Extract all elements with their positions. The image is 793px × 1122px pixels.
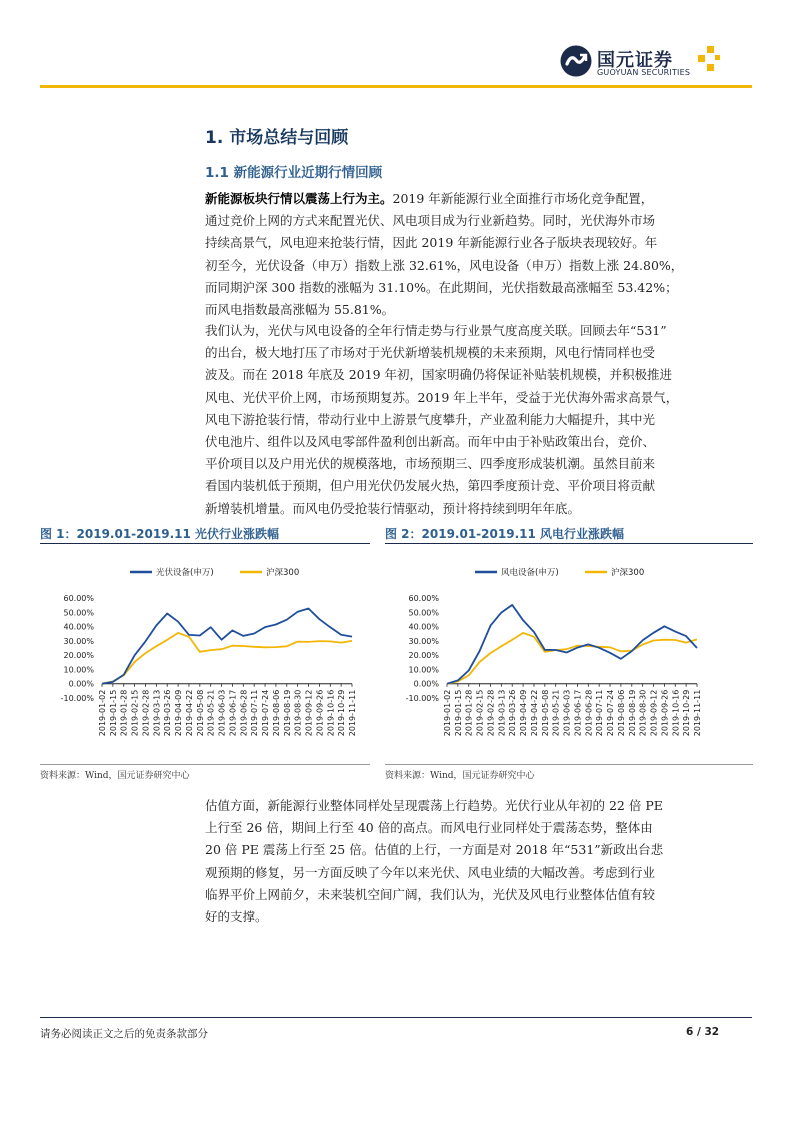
- figure-2-source: 资料来源：Wind，国元证券研究中心: [385, 771, 535, 781]
- figure-1-rule: [40, 543, 370, 544]
- x-tick-label: 2019-05-21: [551, 689, 561, 737]
- y-tick-label: 60.00%: [63, 594, 94, 603]
- x-tick-label: 2019-06-17: [228, 689, 238, 737]
- footer-disclaimer: 请务必阅读正文之后的免责条款部分: [40, 1028, 208, 1040]
- legend-label-industry: 光伏设备(申万): [156, 568, 214, 578]
- x-tick-label: 2019-09-12: [649, 689, 659, 737]
- chart-pv-industry: [40, 555, 370, 760]
- paragraph-1-line: 新能源板块行情以震荡上行为主。2019 年新能源行业全面推行市场化竞争配置，: [205, 191, 654, 206]
- y-tick-label: 30.00%: [408, 636, 439, 646]
- legend-label-industry: 风电设备(申万): [501, 568, 559, 578]
- x-tick-label: 2019-06-03: [562, 689, 572, 737]
- x-tick-label: 2019-10-29: [337, 689, 347, 737]
- paragraph-3-line: 20 倍 PE 震荡上行至 25 倍。估值的上行，一方面是对 2018 年“531”新政出台悲: [205, 842, 664, 858]
- legend-label-csi300: 沪深300: [266, 568, 300, 578]
- figure-2-source-rule: [385, 764, 753, 765]
- x-tick-label: 2019-06-17: [573, 689, 583, 737]
- x-tick-label: 2019-05-08: [540, 689, 550, 737]
- y-tick-label: -10.00%: [405, 694, 439, 703]
- x-tick-label: 2019-10-16: [671, 689, 681, 737]
- paragraph-1-line: 而风电指数最高涨幅为 55.81%。: [205, 302, 395, 318]
- paragraph-2-line: 平价项目以及户用光伏的规模落地，市场预期三、四季度形成装机潮。虽然目前来: [205, 456, 656, 472]
- brand-accent-icon: [695, 44, 721, 72]
- x-tick-label: 2019-01-28: [464, 689, 474, 737]
- paragraph-2-line: 波及。而在 2018 年底及 2019 年初，国家明确仍将保证补贴装机规模，并积极推进: [205, 367, 673, 383]
- guoyuan-logo-icon: [559, 44, 593, 78]
- x-tick-label: 2019-08-06: [271, 689, 281, 737]
- paragraph-2-line: 新增装机增量。而风电仍受抢装行情驱动，预计将持续到明年年底。: [205, 500, 581, 516]
- y-tick-label: 20.00%: [408, 651, 439, 661]
- x-tick-label: 2019-02-28: [486, 689, 496, 737]
- paragraph-1-line: 持续高景气，风电迎来抢装行情，因此 2019 年新能源行业各子版块表现较好。年: [205, 235, 658, 251]
- header-rule: [40, 85, 752, 88]
- x-tick-label: 2019-01-02: [98, 689, 107, 737]
- x-tick-label: 2019-08-30: [638, 689, 648, 737]
- x-tick-label: 2019-01-28: [119, 689, 129, 737]
- paragraph-1: [205, 188, 719, 321]
- paragraph-3-line: 临界平价上网前夕，未来装机空间广阔，我们认为，光伏及风电行业整体估值有较: [205, 886, 656, 902]
- y-tick-label: 40.00%: [63, 622, 94, 632]
- figure-2-caption: 图 2：2019.01-2019.11 风电行业涨跌幅: [385, 527, 624, 541]
- section-subtitle: 1.1 新能源行业近期行情回顾: [205, 165, 383, 181]
- x-tick-label: 2019-06-03: [217, 689, 227, 737]
- paragraph-2-line: 风电、光伏平价上网，市场预期复苏。2019 年上半年，受益于光伏海外需求高景气，: [205, 389, 679, 405]
- y-tick-label: 40.00%: [408, 622, 439, 632]
- y-tick-label: 10.00%: [63, 665, 94, 675]
- x-tick-label: 2019-11-11: [693, 689, 702, 737]
- x-tick-label: 2019-03-26: [163, 689, 173, 737]
- figure-2-rule: [385, 543, 753, 544]
- paragraph-2-line: 我们认为，光伏与风电设备的全年行情走势与行业景气度高度关联。回顾去年“531”: [205, 323, 667, 338]
- x-tick-label: 2019-11-11: [348, 689, 357, 737]
- x-tick-label: 2019-01-15: [453, 689, 463, 737]
- y-tick-label: -10.00%: [60, 694, 94, 703]
- x-tick-label: 2019-01-02: [443, 689, 452, 737]
- paragraph-2-line: 的出台，极大地打压了市场对于光伏新增装机规模的未来预期，风电行情同样也受: [205, 345, 656, 361]
- x-tick-label: 2019-05-21: [206, 689, 216, 737]
- brand-name: 国元证券: [597, 50, 673, 71]
- x-tick-label: 2019-04-09: [519, 689, 529, 737]
- footer-rule: [40, 1017, 752, 1018]
- paragraph-1-line: 而同期沪深 300 指数的涨幅为 31.10%。在此期间，光伏指数最高涨幅至 53.42%；: [205, 279, 678, 295]
- section-title: 1. 市场总结与回顾: [205, 128, 349, 148]
- x-tick-label: 2019-07-24: [606, 689, 616, 737]
- x-tick-label: 2019-04-22: [184, 689, 194, 737]
- y-tick-label: 30.00%: [63, 636, 94, 646]
- x-tick-label: 2019-07-24: [261, 689, 271, 737]
- y-tick-label: 50.00%: [408, 608, 439, 618]
- x-tick-label: 2019-08-19: [282, 689, 292, 737]
- y-tick-label: 50.00%: [63, 608, 94, 618]
- y-tick-label: 0.00%: [413, 679, 439, 689]
- x-tick-label: 2019-06-28: [239, 689, 249, 737]
- x-tick-label: 2019-10-16: [326, 689, 336, 737]
- chart-legend: [475, 567, 644, 578]
- figure-1-source-rule: [40, 764, 370, 765]
- paragraph-3-line: 估值方面，新能源行业整体同样处呈现震荡上行趋势。光伏行业从年初的 22 倍 PE: [205, 798, 663, 813]
- paragraph-1-line: 初至今，光伏设备（申万）指数上涨 32.61%，风电设备（申万）指数上涨 24.80%，: [205, 257, 684, 273]
- x-tick-label: 2019-09-12: [304, 689, 314, 737]
- x-tick-label: 2019-05-08: [195, 689, 205, 737]
- x-tick-label: 2019-02-15: [130, 689, 140, 737]
- paragraph-3-line: 观预期的修复，另一方面反映了今年以来光伏、风电业绩的大幅改善。考虑到行业: [205, 864, 656, 880]
- x-tick-label: 2019-03-13: [152, 689, 162, 737]
- x-tick-label: 2019-08-30: [293, 689, 303, 737]
- page-number: 6 / 32: [686, 1026, 720, 1038]
- paragraph-2-line: 看国内装机低于预期，但户用光伏仍发展火热，第四季度预计竞、平价项目将贡献: [205, 478, 656, 494]
- x-tick-label: 2019-09-26: [315, 689, 325, 737]
- x-tick-label: 2019-02-15: [475, 689, 485, 737]
- chart-legend: [130, 567, 299, 578]
- header: [0, 0, 793, 92]
- x-tick-label: 2019-10-29: [682, 689, 692, 737]
- paragraph-2-line: 风电下游抢装行情，带动行业中上游景气度攀升，产业盈利能力大幅提升，其中光: [205, 411, 656, 427]
- x-tick-label: 2019-04-22: [529, 689, 539, 737]
- legend-label-csi300: 沪深300: [611, 568, 645, 578]
- paragraph-2: [205, 320, 719, 520]
- series-line-industry: [447, 605, 697, 684]
- paragraph-1-line: 通过竞价上网的方式来配置光伏、风电项目成为行业新趋势。同时，光伏海外市场: [205, 213, 656, 229]
- paragraph-3-line: 好的支撑。: [205, 909, 268, 925]
- x-tick-label: 2019-03-26: [508, 689, 518, 737]
- x-tick-label: 2019-08-06: [616, 689, 626, 737]
- y-tick-label: 60.00%: [408, 594, 439, 603]
- paragraph-2-line: 伏电池片、组件以及风电零部件盈利创出新高。而年中由于补贴政策出台，竞价、: [205, 434, 656, 450]
- paragraph-3: [205, 795, 719, 928]
- x-tick-label: 2019-04-09: [174, 689, 184, 737]
- x-tick-label: 2019-01-15: [108, 689, 118, 737]
- series-line-csi300: [102, 633, 352, 684]
- series-line-industry: [102, 609, 352, 684]
- x-tick-label: 2019-09-26: [660, 689, 670, 737]
- x-tick-label: 2019-06-28: [584, 689, 594, 737]
- chart-wind-industry: [385, 555, 715, 760]
- paragraph-1-lead: 新能源板块行情以震荡上行为主。: [205, 191, 393, 206]
- x-tick-label: 2019-03-13: [497, 689, 507, 737]
- x-tick-label: 2019-08-19: [627, 689, 637, 737]
- brand-en: GUOYUAN SECURITIES: [597, 68, 691, 77]
- x-tick-label: 2019-02-28: [141, 689, 151, 737]
- paragraph-3-line: 上行至 26 倍，期间上行至 40 倍的高点。而风电行业同样处于震荡态势，整体由: [205, 820, 653, 836]
- y-tick-label: 20.00%: [63, 651, 94, 661]
- figure-1-caption: 图 1：2019.01-2019.11 光伏行业涨跌幅: [40, 527, 279, 541]
- x-tick-label: 2019-07-11: [250, 689, 260, 737]
- y-tick-label: 0.00%: [68, 679, 94, 689]
- figure-1-source: 资料来源：Wind，国元证券研究中心: [40, 771, 190, 781]
- y-tick-label: 10.00%: [408, 665, 439, 675]
- x-tick-label: 2019-07-11: [595, 689, 605, 737]
